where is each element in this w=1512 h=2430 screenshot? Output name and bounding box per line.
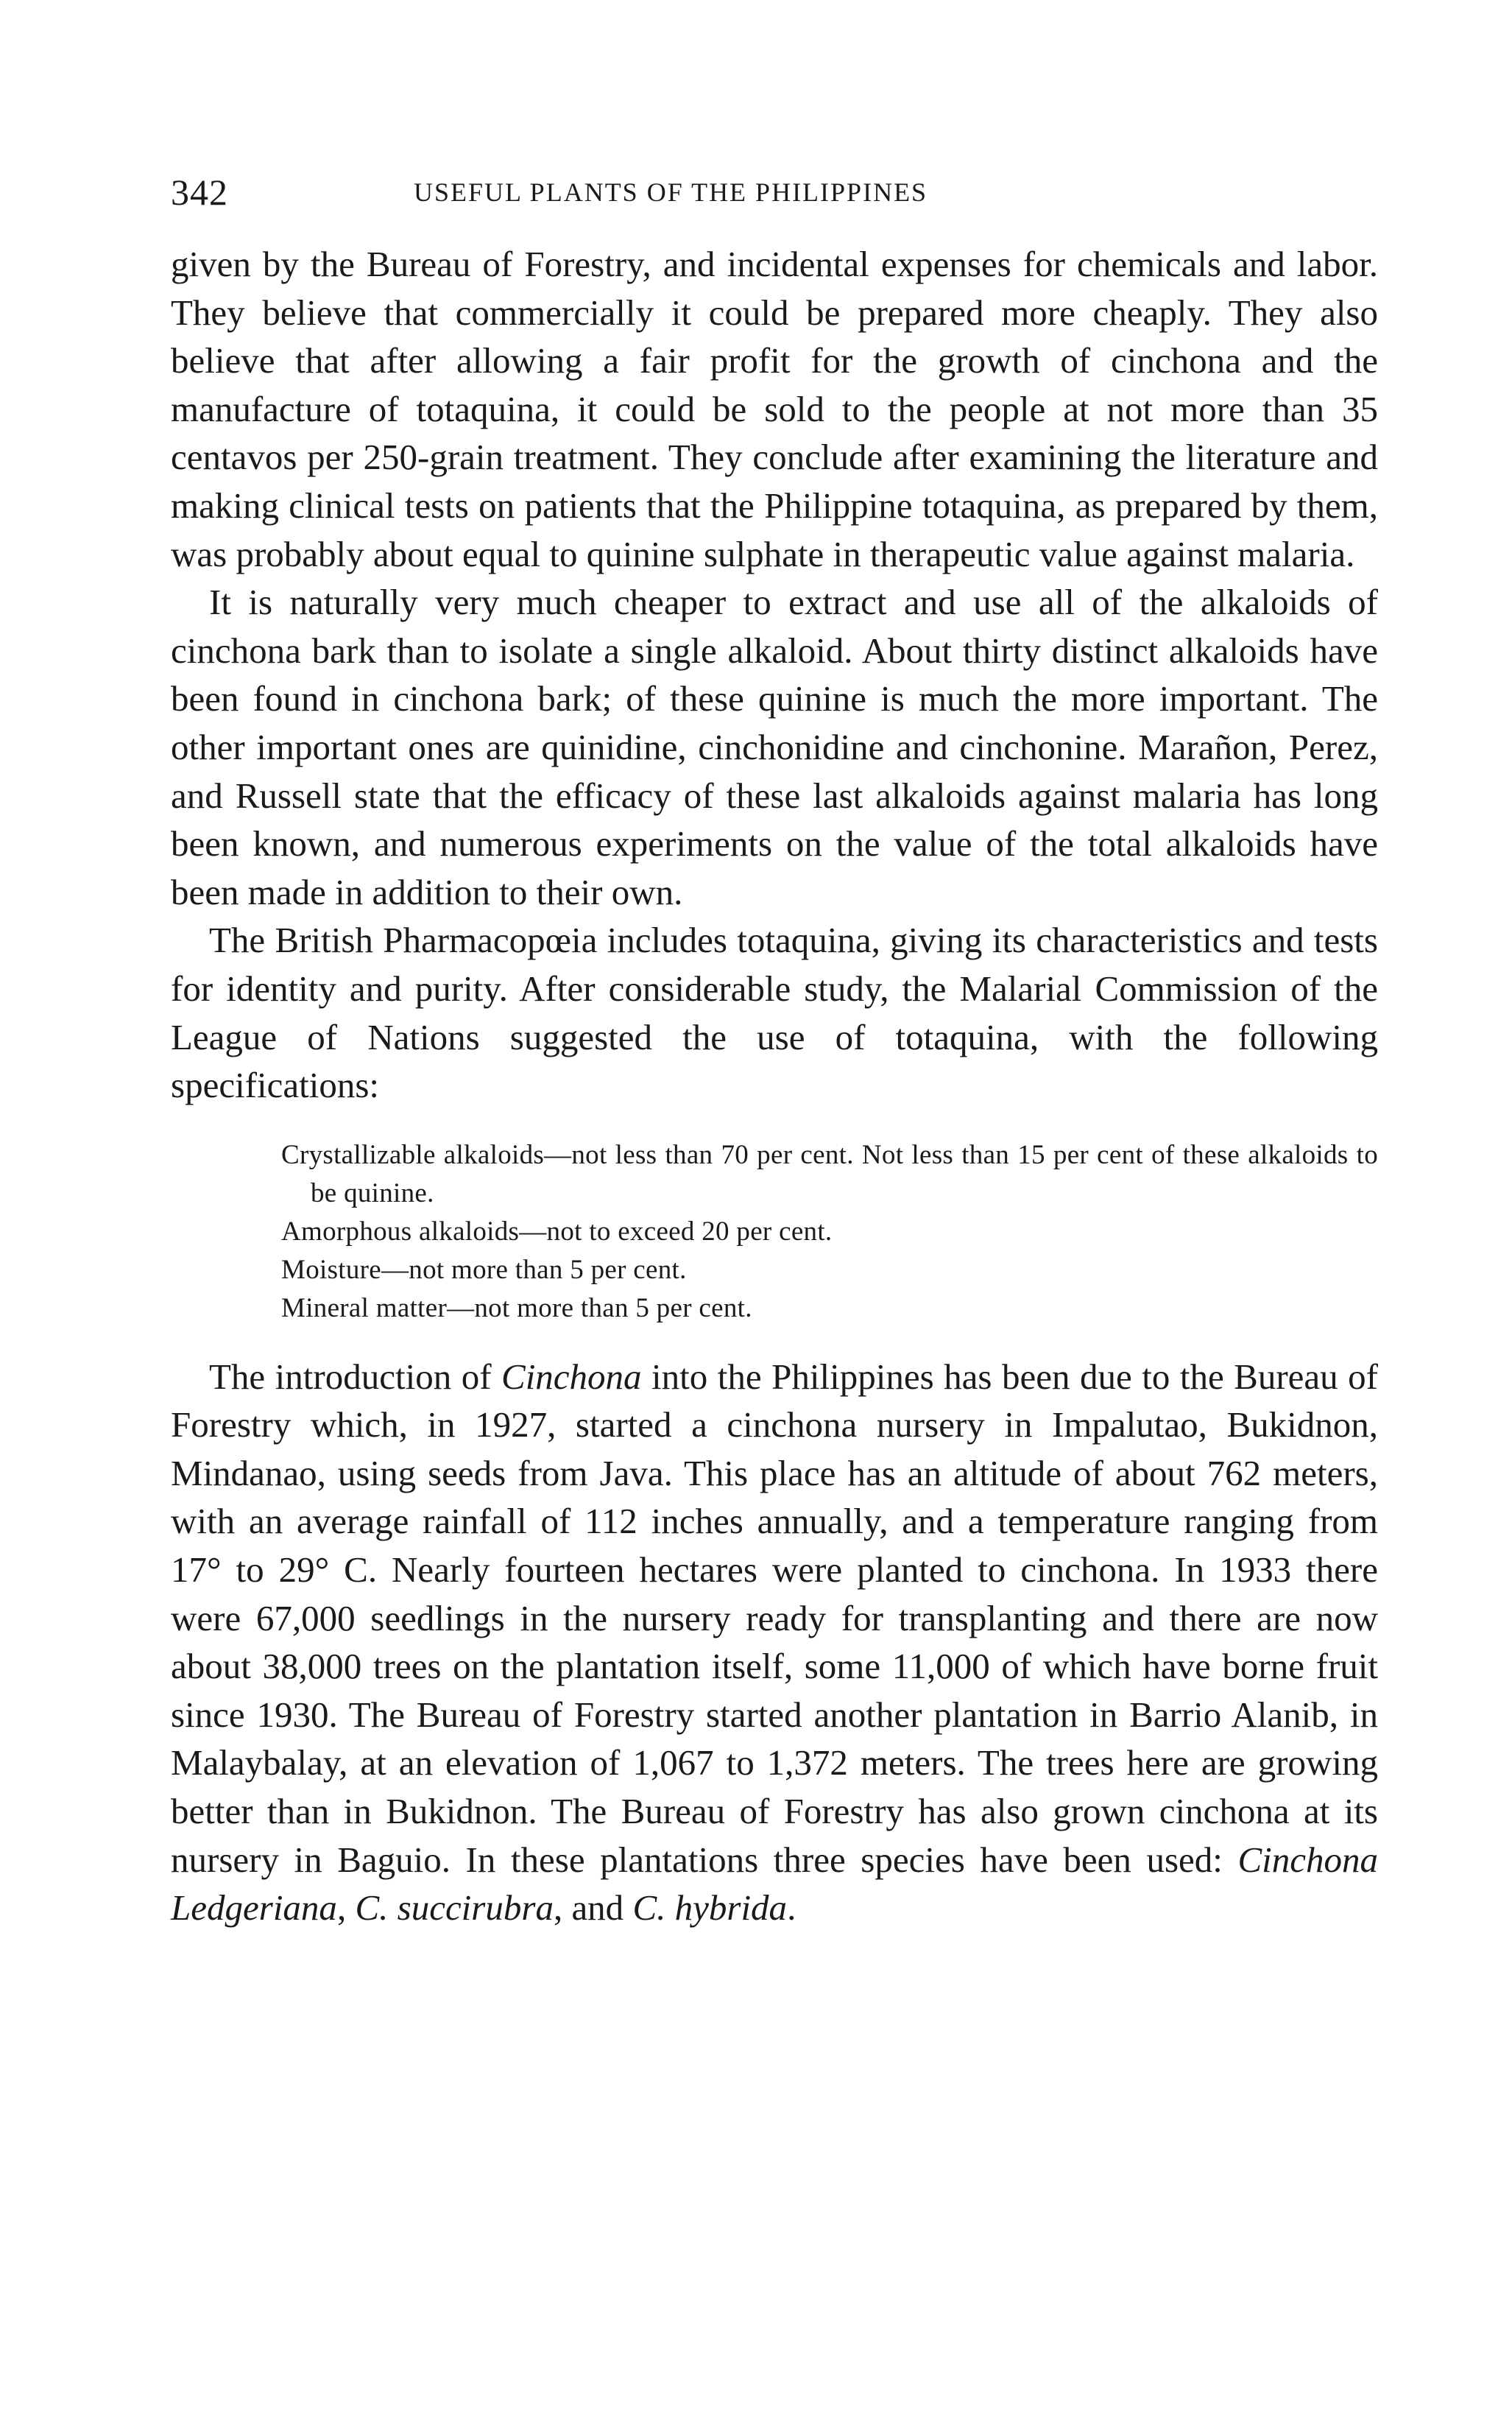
specifications-list [171, 1136, 1378, 1328]
running-head: USEFUL PLANTS OF THE PHILIPPINES [414, 177, 928, 207]
species-name: C. succirubra [355, 1887, 554, 1929]
text-column [171, 240, 1378, 1932]
species-name: Cinchona Ledgeriana [171, 1839, 1378, 1929]
text-run: into the Philippines has been due to the Bureau of Forestry which, in 1927, started a cinchona nursery in Impalutao, Bukidnon, Mindanao, using seeds from Java. This place has an altitude of about 762 meters, with an average rainfall of 112 inches annually, and a temperature ranging from 17° to 29° C. Nearly fourteen hectares were planted to cinchona. In 1933 there were 67,000 seedlings in the nursery ready for transplanting and there are now about 38,000 trees on the plantation itself, some 11,000 of which have borne fruit since 1930. The Bureau of Forestry started another plantation in Barrio Alanib, in Malaybalay, at an elevation of 1,067 to 1,372 meters. The trees here are growing better than in Bukidnon. The Bureau of Forestry has also grown cinchona at its nursery in Baguio. In these plantations three species have been used: [171, 1356, 1378, 1880]
page-number: 342 [171, 172, 228, 213]
paragraph-continuation: given by the Bureau of Forestry, and incidental expenses for chemicals and labor. They believe that commercially it could be prepared more cheaply. They also believe that after allowing a fair profit for the growth of cinchona and the manufacture of totaquina, it could be sold to the people at not more than 35 centavos per 250-grain treatment. They conclude after examining the literature and making clinical tests on patients that the Philippine totaquina, as prepared by them, was probably about equal to quinine sulphate in therapeutic value against malaria. [171, 244, 1378, 574]
text-run: , and [553, 1887, 633, 1929]
spec-mineral-matter: Mineral matter—not more than 5 per cent. [281, 1292, 752, 1323]
species-name: C. hybrida [632, 1887, 788, 1929]
spec-crystallizable: Crystallizable alkaloids—not less than 70 per cent. Not less than 15 per cent of these alkaloids to be quinine. [281, 1139, 1378, 1208]
spec-amorphous: Amorphous alkaloids—not to exceed 20 per cent. [281, 1216, 833, 1247]
genus-name: Cinchona [501, 1356, 642, 1397]
paragraph-introduction [171, 1353, 1378, 1932]
text-run: The introduction of [209, 1356, 502, 1397]
paragraph-pharmacopoeia: The British Pharmacopœia includes totaquina, giving its characteristics and tests for identity and purity. After considerable study, the Malarial Commission of the League of Nations suggested the use of totaquina, with the following specifications: [171, 920, 1378, 1106]
paragraph-alkaloids: It is naturally very much cheaper to extract and use all of the alkaloids of cinchona bark than to isolate a single alkaloid. About thirty distinct alkaloids have been found in cinchona bark; of these quinine is much the more important. The other important ones are quinidine, cinchonidine and cinchonine. Marañon, Perez, and Russell state that the efficacy of these last alkaloids against malaria has long been known, and numerous experiments on the value of the total alkaloids have been made in addition to their own. [171, 582, 1378, 912]
spec-moisture: Moisture—not more than 5 per cent. [281, 1254, 687, 1285]
page-header [171, 166, 1378, 218]
text-run: . [787, 1887, 796, 1929]
text-run: , [336, 1887, 356, 1929]
